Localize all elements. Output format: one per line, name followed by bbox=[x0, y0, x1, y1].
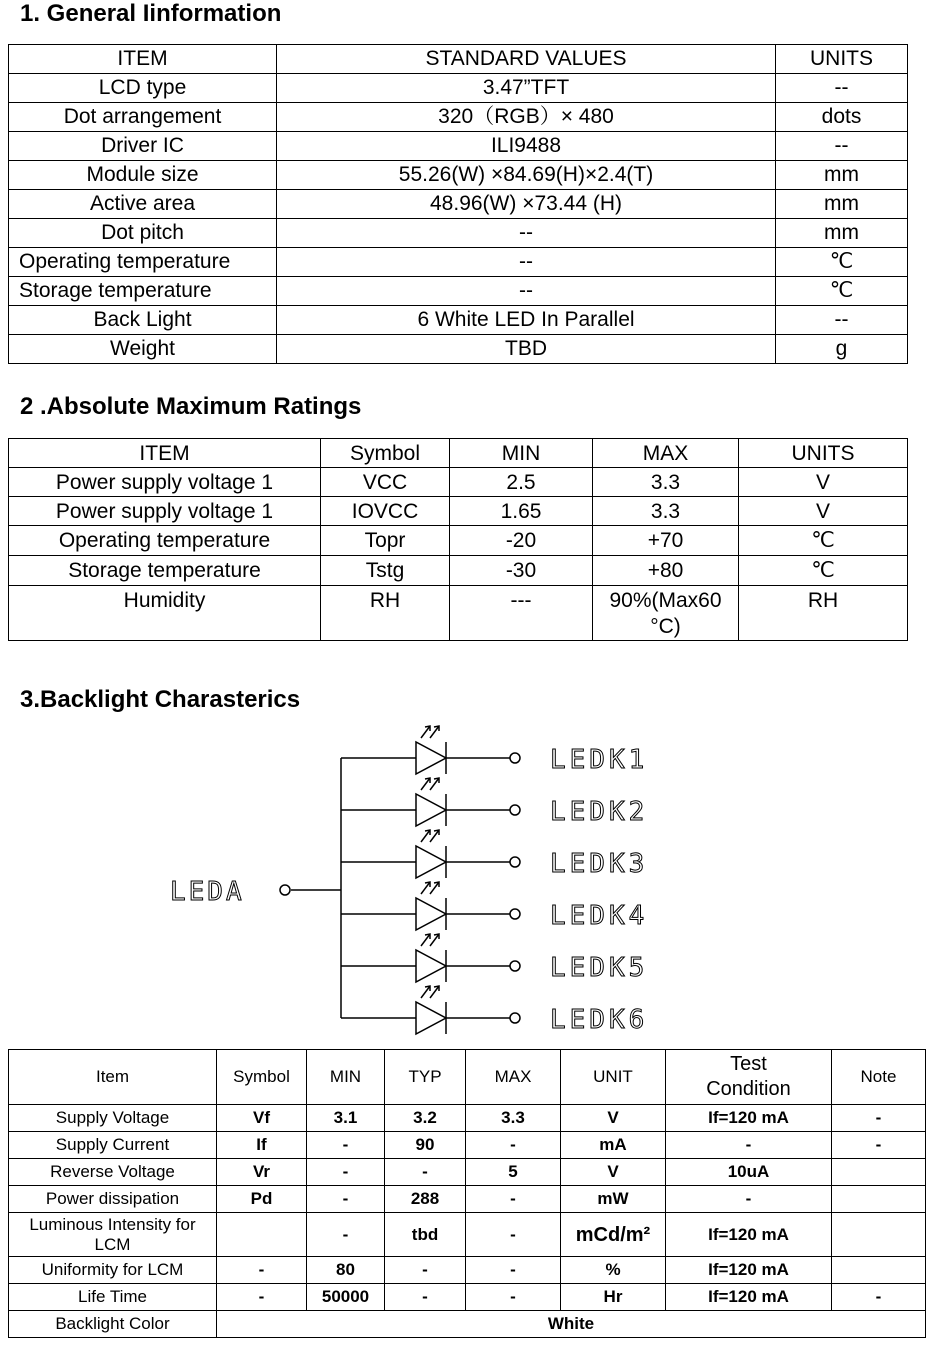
unit-cell: Hr bbox=[561, 1284, 666, 1311]
value-cell: 320（RGB）× 480 bbox=[277, 103, 776, 132]
note-cell: - bbox=[832, 1284, 926, 1311]
note-cell bbox=[832, 1213, 926, 1257]
item-cell: Operating temperature bbox=[9, 526, 321, 556]
table-row bbox=[9, 1213, 926, 1257]
unit-cell: RH bbox=[739, 586, 908, 641]
cathode-label: LEDK6 bbox=[550, 1005, 649, 1035]
typ-cell: tbd bbox=[385, 1213, 466, 1257]
item-cell: Storage temperature bbox=[9, 556, 321, 586]
emission-arrow bbox=[421, 986, 430, 998]
item-cell: Backlight Color bbox=[9, 1311, 217, 1338]
note-cell: - bbox=[832, 1105, 926, 1132]
min-cell: - bbox=[307, 1159, 385, 1186]
table-row bbox=[9, 586, 908, 641]
max-cell: 90%(Max60 °C) bbox=[593, 586, 739, 641]
symbol-cell: Vr bbox=[217, 1159, 307, 1186]
symbol-cell: RH bbox=[321, 586, 450, 641]
header-cell: TYP bbox=[385, 1050, 466, 1105]
max-cell: - bbox=[466, 1284, 561, 1311]
section-2-title: 2 .Absolute Maximum Ratings bbox=[20, 393, 362, 420]
cathode-label: LEDK2 bbox=[550, 797, 649, 827]
note-cell: - bbox=[832, 1132, 926, 1159]
table-row bbox=[9, 1284, 926, 1311]
typ-cell: 288 bbox=[385, 1186, 466, 1213]
header-cell: Item bbox=[9, 1050, 217, 1105]
backlight-color-value: White bbox=[217, 1311, 926, 1338]
cathode-terminal bbox=[510, 805, 520, 815]
table-row bbox=[9, 335, 908, 364]
item-cell: Uniformity for LCM bbox=[9, 1257, 217, 1284]
header-cell: ITEM bbox=[9, 439, 321, 468]
header-cell: UNITS bbox=[739, 439, 908, 468]
header-cell: ITEM bbox=[9, 45, 277, 74]
max-cell: 3.3 bbox=[466, 1105, 561, 1132]
cathode-terminal bbox=[510, 753, 520, 763]
value-cell: 6 White LED In Parallel bbox=[277, 306, 776, 335]
symbol-cell: Pd bbox=[217, 1186, 307, 1213]
anode-terminal bbox=[280, 885, 290, 895]
emission-arrow bbox=[430, 986, 439, 998]
unit-cell: -- bbox=[776, 74, 908, 103]
item-cell: Supply Current bbox=[9, 1132, 217, 1159]
unit-cell: dots bbox=[776, 103, 908, 132]
emission-arrow bbox=[430, 882, 439, 894]
emission-arrow bbox=[421, 778, 430, 790]
item-cell: Dot arrangement bbox=[9, 103, 277, 132]
cathode-label: LEDK3 bbox=[550, 849, 649, 879]
typ-cell: - bbox=[385, 1159, 466, 1186]
value-cell: -- bbox=[277, 219, 776, 248]
min-cell: - bbox=[307, 1186, 385, 1213]
typ-cell: 3.2 bbox=[385, 1105, 466, 1132]
item-cell: Luminous Intensity for LCM bbox=[9, 1213, 217, 1257]
emission-arrow bbox=[430, 830, 439, 842]
typ-cell: 90 bbox=[385, 1132, 466, 1159]
table-header-row bbox=[9, 439, 908, 468]
unit-cell: V bbox=[739, 497, 908, 526]
note-cell bbox=[832, 1159, 926, 1186]
min-cell: 3.1 bbox=[307, 1105, 385, 1132]
item-cell: LCD type bbox=[9, 74, 277, 103]
value-cell: TBD bbox=[277, 335, 776, 364]
condition-cell: If=120 mA bbox=[666, 1284, 832, 1311]
min-cell: - bbox=[307, 1213, 385, 1257]
table-row bbox=[9, 190, 908, 219]
note-cell bbox=[832, 1186, 926, 1213]
cathode-label: LEDK1 bbox=[550, 745, 649, 775]
symbol-cell: - bbox=[217, 1284, 307, 1311]
min-cell: 50000 bbox=[307, 1284, 385, 1311]
min-cell: - bbox=[307, 1132, 385, 1159]
min-cell: --- bbox=[450, 586, 593, 641]
backlight-characteristics-table bbox=[8, 1049, 926, 1338]
emission-arrow bbox=[430, 726, 439, 738]
table-row bbox=[9, 497, 908, 526]
unit-cell: ℃ bbox=[776, 248, 908, 277]
condition-cell: - bbox=[666, 1132, 832, 1159]
table-row bbox=[9, 248, 908, 277]
item-cell: Power dissipation bbox=[9, 1186, 217, 1213]
emission-arrow bbox=[430, 778, 439, 790]
typ-cell: - bbox=[385, 1257, 466, 1284]
table-row bbox=[9, 1105, 926, 1132]
cathode-label: LEDK5 bbox=[550, 953, 649, 983]
condition-cell: If=120 mA bbox=[666, 1257, 832, 1284]
led-diode-triangle bbox=[416, 846, 446, 878]
header-cell: UNIT bbox=[561, 1050, 666, 1105]
led-diode-triangle bbox=[416, 794, 446, 826]
unit-cell: % bbox=[561, 1257, 666, 1284]
led-diode-triangle bbox=[416, 898, 446, 930]
item-cell: Reverse Voltage bbox=[9, 1159, 217, 1186]
unit-cell: mm bbox=[776, 190, 908, 219]
unit-cell: g bbox=[776, 335, 908, 364]
max-cell: - bbox=[466, 1213, 561, 1257]
header-cell: MAX bbox=[593, 439, 739, 468]
symbol-cell: - bbox=[217, 1257, 307, 1284]
table-row bbox=[9, 103, 908, 132]
emission-arrow bbox=[430, 934, 439, 946]
typ-cell: - bbox=[385, 1284, 466, 1311]
anode-label: LEDA bbox=[170, 877, 245, 907]
note-cell bbox=[832, 1257, 926, 1284]
unit-cell: ℃ bbox=[776, 277, 908, 306]
value-cell: -- bbox=[277, 248, 776, 277]
item-cell: Driver IC bbox=[9, 132, 277, 161]
symbol-cell: VCC bbox=[321, 468, 450, 497]
unit-cell: mm bbox=[776, 161, 908, 190]
emission-arrow bbox=[421, 726, 430, 738]
condition-cell: - bbox=[666, 1186, 832, 1213]
min-cell: 80 bbox=[307, 1257, 385, 1284]
item-cell: Active area bbox=[9, 190, 277, 219]
condition-cell: 10uA bbox=[666, 1159, 832, 1186]
item-cell: Module size bbox=[9, 161, 277, 190]
value-cell: 3.47”TFT bbox=[277, 74, 776, 103]
led-diode-triangle bbox=[416, 1002, 446, 1034]
led-diode-triangle bbox=[416, 950, 446, 982]
item-cell: Back Light bbox=[9, 306, 277, 335]
table-header-row bbox=[9, 1050, 926, 1105]
header-cell: Symbol bbox=[217, 1050, 307, 1105]
cathode-label: LEDK4 bbox=[550, 901, 649, 931]
unit-cell: -- bbox=[776, 306, 908, 335]
symbol-cell: Topr bbox=[321, 526, 450, 556]
table-row bbox=[9, 1159, 926, 1186]
table-row bbox=[9, 1311, 926, 1338]
value-cell: 48.96(W) ×73.44 (H) bbox=[277, 190, 776, 219]
emission-arrow bbox=[421, 882, 430, 894]
table-row bbox=[9, 74, 908, 103]
header-cell: MIN bbox=[450, 439, 593, 468]
header-cell: Test Condition bbox=[666, 1050, 832, 1105]
condition-cell: If=120 mA bbox=[666, 1213, 832, 1257]
cathode-terminal bbox=[510, 909, 520, 919]
table-row bbox=[9, 161, 908, 190]
unit-cell: ℃ bbox=[739, 526, 908, 556]
table-row bbox=[9, 1257, 926, 1284]
header-cell: Note bbox=[832, 1050, 926, 1105]
item-cell: Power supply voltage 1 bbox=[9, 497, 321, 526]
symbol-cell bbox=[217, 1213, 307, 1257]
item-cell: Dot pitch bbox=[9, 219, 277, 248]
min-cell: 2.5 bbox=[450, 468, 593, 497]
item-cell: Life Time bbox=[9, 1284, 217, 1311]
item-cell: Operating temperature bbox=[9, 248, 277, 277]
min-cell: 1.65 bbox=[450, 497, 593, 526]
unit-cell: mCd/m² bbox=[561, 1213, 666, 1257]
unit-cell: V bbox=[561, 1159, 666, 1186]
item-cell: Supply Voltage bbox=[9, 1105, 217, 1132]
header-cell: Symbol bbox=[321, 439, 450, 468]
max-cell: 3.3 bbox=[593, 497, 739, 526]
unit-cell: mW bbox=[561, 1186, 666, 1213]
cathode-terminal bbox=[510, 857, 520, 867]
max-cell: +80 bbox=[593, 556, 739, 586]
table-row bbox=[9, 468, 908, 497]
value-cell: 55.26(W) ×84.69(H)×2.4(T) bbox=[277, 161, 776, 190]
item-cell: Weight bbox=[9, 335, 277, 364]
section-1-title: 1. General Iinformation bbox=[20, 0, 282, 27]
cathode-terminal bbox=[510, 1013, 520, 1023]
condition-cell: If=120 mA bbox=[666, 1105, 832, 1132]
unit-cell: -- bbox=[776, 132, 908, 161]
table-row bbox=[9, 1132, 926, 1159]
header-cell: MIN bbox=[307, 1050, 385, 1105]
symbol-cell: Tstg bbox=[321, 556, 450, 586]
unit-cell: ℃ bbox=[739, 556, 908, 586]
item-cell: Humidity bbox=[9, 586, 321, 641]
table-row bbox=[9, 526, 908, 556]
emission-arrow bbox=[421, 830, 430, 842]
cathode-terminal bbox=[510, 961, 520, 971]
backlight-circuit-diagram bbox=[0, 720, 929, 1040]
header-cell: UNITS bbox=[776, 45, 908, 74]
min-cell: -20 bbox=[450, 526, 593, 556]
table-header-row bbox=[9, 45, 908, 74]
unit-cell: V bbox=[561, 1105, 666, 1132]
max-cell: +70 bbox=[593, 526, 739, 556]
table-row bbox=[9, 219, 908, 248]
led-diode-triangle bbox=[416, 742, 446, 774]
value-cell: -- bbox=[277, 277, 776, 306]
max-cell: - bbox=[466, 1186, 561, 1213]
unit-cell: mA bbox=[561, 1132, 666, 1159]
section-3-title: 3.Backlight Charasterics bbox=[20, 686, 301, 713]
general-information-table bbox=[8, 44, 908, 364]
unit-cell: V bbox=[739, 468, 908, 497]
header-cell: STANDARD VALUES bbox=[277, 45, 776, 74]
max-cell: 5 bbox=[466, 1159, 561, 1186]
max-cell: - bbox=[466, 1257, 561, 1284]
max-cell: 3.3 bbox=[593, 468, 739, 497]
item-cell: Storage temperature bbox=[9, 277, 277, 306]
symbol-cell: If bbox=[217, 1132, 307, 1159]
table-row bbox=[9, 277, 908, 306]
emission-arrow bbox=[421, 934, 430, 946]
symbol-cell: Vf bbox=[217, 1105, 307, 1132]
absolute-maximum-ratings-table bbox=[8, 438, 908, 641]
item-cell: Power supply voltage 1 bbox=[9, 468, 321, 497]
symbol-cell: IOVCC bbox=[321, 497, 450, 526]
max-cell: - bbox=[466, 1132, 561, 1159]
table-row bbox=[9, 556, 908, 586]
header-cell: MAX bbox=[466, 1050, 561, 1105]
table-row bbox=[9, 132, 908, 161]
table-row bbox=[9, 1186, 926, 1213]
min-cell: -30 bbox=[450, 556, 593, 586]
table-row bbox=[9, 306, 908, 335]
unit-cell: mm bbox=[776, 219, 908, 248]
value-cell: ILI9488 bbox=[277, 132, 776, 161]
